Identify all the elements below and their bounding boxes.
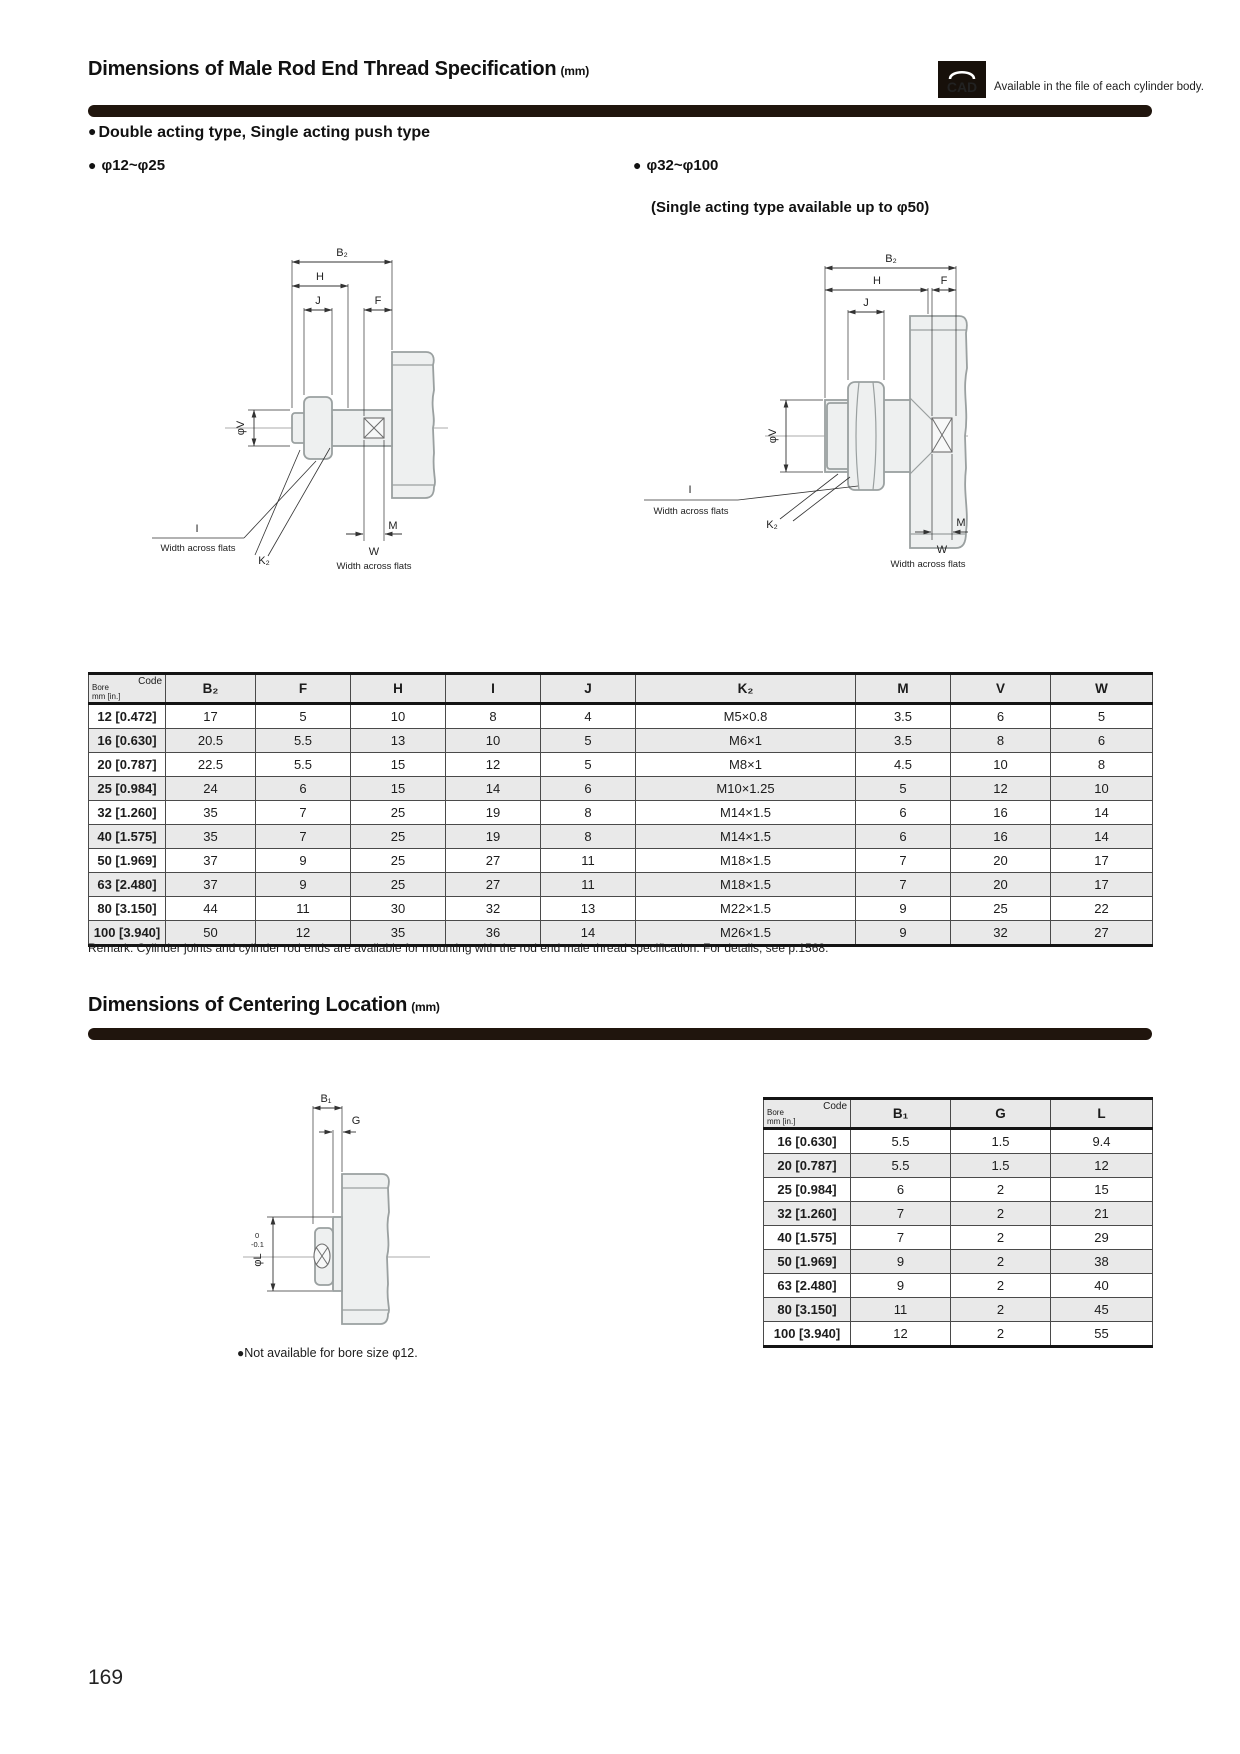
value-cell: 2 (951, 1226, 1051, 1250)
table-corner-cell (764, 1099, 851, 1129)
value-cell: 32 (446, 897, 541, 921)
value-cell: 2 (951, 1298, 1051, 1322)
col-header-b1: B₁ (851, 1099, 951, 1129)
header-row (89, 674, 1153, 704)
value-cell: 21 (1051, 1202, 1153, 1226)
page-number: 169 (88, 1666, 124, 1689)
value-cell: 7 (856, 849, 951, 873)
dim-label-i: I (688, 484, 692, 496)
value-cell: 11 (851, 1298, 951, 1322)
value-cell: 50 (166, 921, 256, 946)
value-cell: 13 (351, 729, 446, 753)
col-header-w: W (1051, 674, 1153, 704)
table-row (89, 729, 1153, 753)
value-cell: 6 (951, 704, 1051, 729)
dim-label-f: F (374, 295, 382, 307)
bore-cell: 25 [0.984] (764, 1178, 851, 1202)
bore-cell: 12 [0.472] (89, 704, 166, 729)
value-cell: 6 (1051, 729, 1153, 753)
value-cell: 29 (1051, 1226, 1153, 1250)
table-row (764, 1202, 1153, 1226)
centering-table (763, 1097, 1153, 1348)
value-cell: 12 (446, 753, 541, 777)
centering-title (88, 994, 440, 1017)
value-cell: 9 (856, 921, 951, 946)
value-cell: M18×1.5 (636, 873, 856, 897)
dim-label-phi-v: φV (767, 428, 779, 444)
value-cell: 6 (856, 825, 951, 849)
value-cell: 8 (1051, 753, 1153, 777)
bore-cell: 40 [1.575] (764, 1226, 851, 1250)
value-cell: 7 (856, 873, 951, 897)
table-row (764, 1298, 1153, 1322)
dim-label-h: H (873, 275, 881, 287)
value-cell: 5 (541, 753, 636, 777)
dim-label-h: H (316, 271, 324, 283)
value-cell: 27 (1051, 921, 1153, 946)
col-header-f: F (256, 674, 351, 704)
value-cell: 15 (1051, 1178, 1153, 1202)
bore-cell: 20 [0.787] (89, 753, 166, 777)
dim-label-m: M (388, 520, 398, 532)
range-small-line (88, 157, 165, 174)
cad-icon-label: CAD (946, 79, 978, 95)
bore-cell: 20 [0.787] (764, 1154, 851, 1178)
value-cell: 5.5 (851, 1154, 951, 1178)
value-cell: M22×1.5 (636, 897, 856, 921)
value-cell: 11 (541, 873, 636, 897)
value-cell: M14×1.5 (636, 825, 856, 849)
col-header-h: H (351, 674, 446, 704)
value-cell: 19 (446, 825, 541, 849)
corner-bore-label: Bore mm [in.] (92, 683, 121, 701)
dim-label-g: G (351, 1115, 361, 1127)
table-row (89, 753, 1153, 777)
value-cell: 2 (951, 1322, 1051, 1347)
value-cell: 14 (541, 921, 636, 946)
bore-cell: 40 [1.575] (89, 825, 166, 849)
value-cell: 38 (1051, 1250, 1153, 1274)
value-cell: 2 (951, 1202, 1051, 1226)
col-header-i: I (446, 674, 541, 704)
value-cell: 8 (541, 825, 636, 849)
value-cell: 17 (1051, 873, 1153, 897)
tolerance-upper: 0 (255, 1231, 260, 1240)
value-cell: 35 (166, 801, 256, 825)
value-cell: 5 (256, 704, 351, 729)
bore-cell: 16 [0.630] (764, 1129, 851, 1154)
type-bullet-text: Double acting type, Single acting push type (98, 124, 431, 141)
bore-cell: 80 [3.150] (764, 1298, 851, 1322)
value-cell: 14 (1051, 825, 1153, 849)
centering-title-text: Dimensions of Centering Location (88, 994, 408, 1016)
value-cell: 17 (166, 704, 256, 729)
page-title (88, 58, 589, 81)
value-cell: 4.5 (856, 753, 951, 777)
value-cell: 36 (446, 921, 541, 946)
section-divider-bar (88, 105, 1152, 117)
value-cell: M5×0.8 (636, 704, 856, 729)
value-cell: 15 (351, 753, 446, 777)
value-cell: 17 (1051, 849, 1153, 873)
bullet-icon: ● (237, 1346, 245, 1360)
range-small-text: φ12~φ25 (101, 157, 166, 174)
bore-cell: 50 [1.969] (764, 1250, 851, 1274)
dim-label-w: W (368, 546, 380, 558)
bore-cell: 50 [1.969] (89, 849, 166, 873)
tolerance-lower: -0.1 (251, 1240, 264, 1249)
value-cell: 12 (851, 1322, 951, 1347)
width-across-flats-caption: Width across flats (336, 561, 412, 572)
value-cell: 3.5 (856, 704, 951, 729)
table-row (89, 704, 1153, 729)
value-cell: 37 (166, 849, 256, 873)
dim-label-m: M (956, 517, 966, 529)
value-cell: 16 (951, 801, 1051, 825)
bore-cell: 100 [3.940] (89, 921, 166, 946)
rod-end-diagram-small (140, 238, 450, 573)
value-cell: 12 (256, 921, 351, 946)
corner-code-label: Code (823, 1101, 847, 1112)
value-cell: 10 (351, 704, 446, 729)
centering-note-text: Not available for bore size φ12. (244, 1346, 418, 1360)
value-cell: 15 (351, 777, 446, 801)
value-cell: 6 (256, 777, 351, 801)
corner-bore-label: Bore mm [in.] (767, 1108, 796, 1126)
value-cell: 5 (856, 777, 951, 801)
bore-cell: 80 [3.150] (89, 897, 166, 921)
table-row (764, 1250, 1153, 1274)
dim-label-j: J (863, 297, 869, 309)
dim-label-b2: B₂ (885, 253, 897, 265)
table-row (89, 801, 1153, 825)
value-cell: 35 (351, 921, 446, 946)
value-cell: 5 (1051, 704, 1153, 729)
dim-label-i: I (195, 523, 199, 535)
value-cell: 32 (951, 921, 1051, 946)
value-cell: 22 (1051, 897, 1153, 921)
col-header-k2: K₂ (636, 674, 856, 704)
col-header-m: M (856, 674, 951, 704)
value-cell: 7 (256, 801, 351, 825)
value-cell: 5.5 (851, 1129, 951, 1154)
value-cell: 40 (1051, 1274, 1153, 1298)
rod-end-diagram-large (630, 238, 970, 578)
value-cell: 11 (541, 849, 636, 873)
table-row (89, 825, 1153, 849)
value-cell: 2 (951, 1178, 1051, 1202)
value-cell: 14 (446, 777, 541, 801)
unit-label: (mm) (411, 1000, 440, 1014)
dim-label-phi-l: φL (252, 1253, 264, 1267)
rod-end-table (88, 672, 1153, 947)
cad-note: Available in the file of each cylinder body. (994, 81, 1204, 93)
value-cell: 4 (541, 704, 636, 729)
table-row (764, 1129, 1153, 1154)
value-cell: 44 (166, 897, 256, 921)
value-cell: 6 (851, 1178, 951, 1202)
bullet-icon: ● (88, 123, 97, 139)
value-cell: 55 (1051, 1322, 1153, 1347)
cad-icon (938, 61, 986, 98)
col-header-v: V (951, 674, 1051, 704)
value-cell: 9 (256, 873, 351, 897)
centering-note (237, 1346, 418, 1360)
value-cell: 20 (951, 849, 1051, 873)
col-header-j: J (541, 674, 636, 704)
remark-text: Remark: Cylinder joints and cylinder rod ends are available for mounting with the rod end male thread specification. For details, see p.1568. (88, 941, 829, 955)
bore-cell: 63 [2.480] (89, 873, 166, 897)
dim-label-b2: B₂ (336, 247, 348, 259)
bullet-icon: ● (633, 157, 642, 173)
value-cell: 12 (951, 777, 1051, 801)
value-cell: 9.4 (1051, 1129, 1153, 1154)
value-cell: M10×1.25 (636, 777, 856, 801)
table-row (764, 1178, 1153, 1202)
bore-cell: 32 [1.260] (89, 801, 166, 825)
value-cell: 45 (1051, 1298, 1153, 1322)
table-row (89, 777, 1153, 801)
value-cell: 1.5 (951, 1154, 1051, 1178)
table-corner-cell (89, 674, 166, 704)
value-cell: 7 (851, 1226, 951, 1250)
value-cell: 9 (256, 849, 351, 873)
dim-label-w: W (936, 544, 948, 556)
value-cell: 10 (1051, 777, 1153, 801)
col-header-g: G (951, 1099, 1051, 1129)
unit-label: (mm) (560, 64, 589, 78)
value-cell: 7 (256, 825, 351, 849)
bore-cell: 32 [1.260] (764, 1202, 851, 1226)
col-header-l: L (1051, 1099, 1153, 1129)
value-cell: M8×1 (636, 753, 856, 777)
bore-cell: 100 [3.940] (764, 1322, 851, 1347)
value-cell: 12 (1051, 1154, 1153, 1178)
value-cell: 9 (856, 897, 951, 921)
dim-label-b1: B₁ (320, 1093, 332, 1105)
range-large-note: (Single acting type available up to φ50) (651, 199, 930, 216)
value-cell: M14×1.5 (636, 801, 856, 825)
value-cell: 27 (446, 873, 541, 897)
value-cell: 25 (351, 873, 446, 897)
value-cell: 5.5 (256, 729, 351, 753)
width-across-flats-caption: Width across flats (890, 559, 966, 570)
value-cell: 6 (856, 801, 951, 825)
value-cell: 1.5 (951, 1129, 1051, 1154)
width-across-flats-caption: Width across flats (653, 506, 729, 517)
table-row (89, 897, 1153, 921)
bore-cell: 25 [0.984] (89, 777, 166, 801)
section-divider-bar (88, 1028, 1152, 1040)
bore-cell: 16 [0.630] (89, 729, 166, 753)
value-cell: M26×1.5 (636, 921, 856, 946)
value-cell: 9 (851, 1250, 951, 1274)
table-row (89, 873, 1153, 897)
table-row (764, 1226, 1153, 1250)
value-cell: 30 (351, 897, 446, 921)
value-cell: 37 (166, 873, 256, 897)
value-cell: 20.5 (166, 729, 256, 753)
value-cell: 2 (951, 1250, 1051, 1274)
dim-label-k2: K₂ (766, 519, 778, 531)
value-cell: 7 (851, 1202, 951, 1226)
value-cell: 25 (351, 801, 446, 825)
dim-label-phi-v: φV (235, 420, 247, 436)
value-cell: 22.5 (166, 753, 256, 777)
value-cell: 13 (541, 897, 636, 921)
value-cell: 27 (446, 849, 541, 873)
value-cell: 19 (446, 801, 541, 825)
range-large-text: φ32~φ100 (646, 157, 719, 174)
value-cell: 10 (951, 753, 1051, 777)
value-cell: 24 (166, 777, 256, 801)
table-row (764, 1322, 1153, 1347)
value-cell: M18×1.5 (636, 849, 856, 873)
value-cell: 8 (951, 729, 1051, 753)
value-cell: 16 (951, 825, 1051, 849)
value-cell: 10 (446, 729, 541, 753)
table-row (764, 1154, 1153, 1178)
page-title-text: Dimensions of Male Rod End Thread Specification (88, 58, 557, 80)
range-large-line (633, 157, 718, 174)
value-cell: 5 (541, 729, 636, 753)
value-cell: 8 (446, 704, 541, 729)
col-header-b2: B₂ (166, 674, 256, 704)
value-cell: 25 (351, 825, 446, 849)
value-cell: 14 (1051, 801, 1153, 825)
bore-cell: 63 [2.480] (764, 1274, 851, 1298)
value-cell: 5.5 (256, 753, 351, 777)
value-cell: 6 (541, 777, 636, 801)
value-cell: 2 (951, 1274, 1051, 1298)
centering-diagram (215, 1062, 515, 1337)
value-cell: 25 (951, 897, 1051, 921)
corner-code-label: Code (138, 676, 162, 687)
value-cell: 35 (166, 825, 256, 849)
value-cell: 9 (851, 1274, 951, 1298)
value-cell: M6×1 (636, 729, 856, 753)
width-across-flats-caption: Width across flats (160, 543, 236, 554)
dim-label-f: F (940, 275, 948, 287)
bullet-icon: ● (88, 157, 97, 173)
value-cell: 25 (351, 849, 446, 873)
value-cell: 11 (256, 897, 351, 921)
value-cell: 3.5 (856, 729, 951, 753)
table-row (764, 1274, 1153, 1298)
table-row (89, 849, 1153, 873)
header-row (764, 1099, 1153, 1129)
dim-label-j: J (315, 295, 321, 307)
value-cell: 8 (541, 801, 636, 825)
value-cell: 20 (951, 873, 1051, 897)
dim-label-k2: K₂ (258, 555, 270, 567)
type-bullet-line (88, 123, 430, 142)
